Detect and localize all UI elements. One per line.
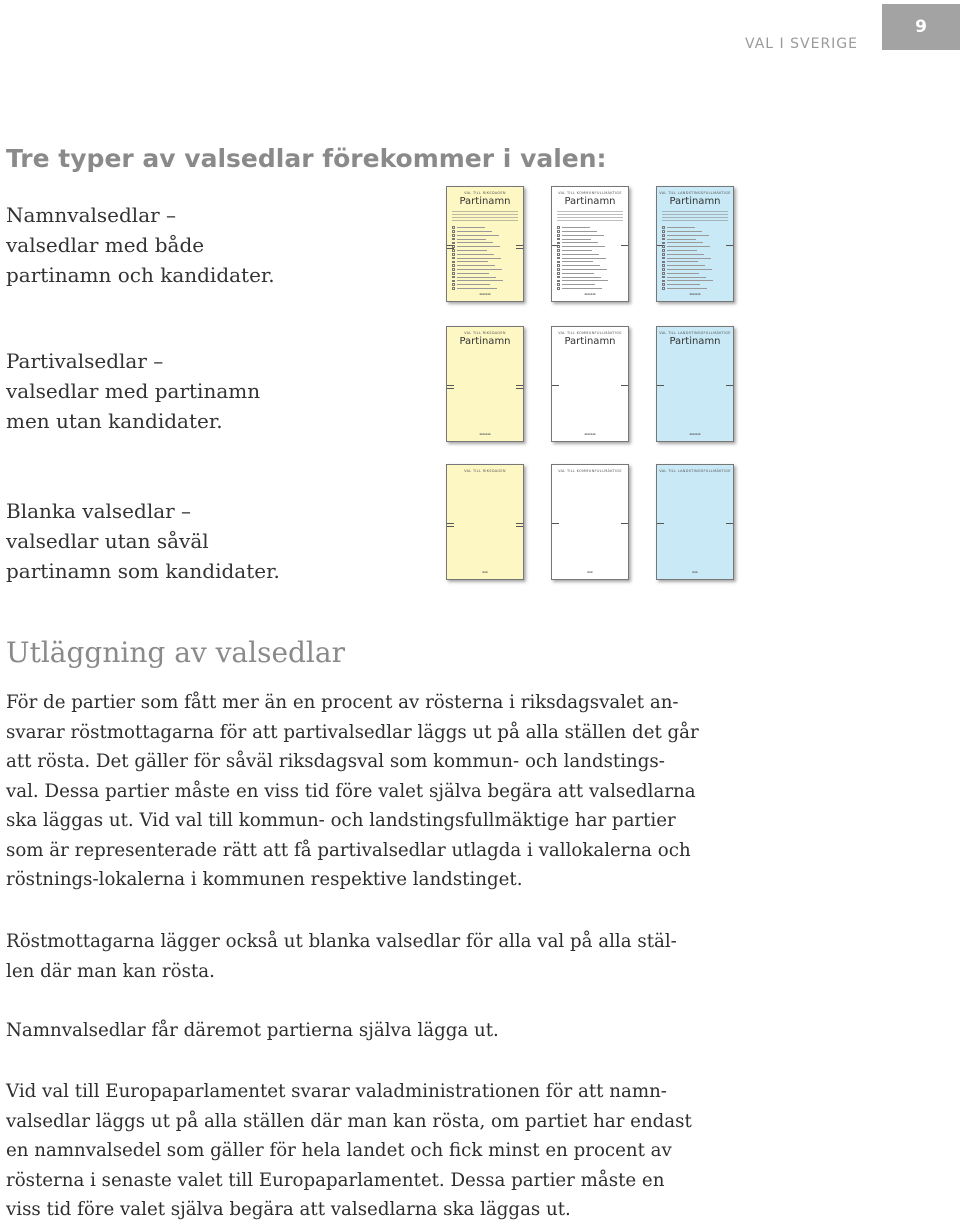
- candidate-line: [562, 227, 590, 228]
- party-ballot-landsting: [656, 326, 734, 442]
- candidate-checkbox: [662, 272, 665, 275]
- ballot-instructions: [557, 211, 623, 223]
- candidate-line: [667, 254, 704, 255]
- candidate-checkbox: [452, 264, 455, 267]
- candidate-checkbox: [662, 238, 665, 241]
- fold-marker: [726, 385, 734, 386]
- ballot-header: VAL TILL LANDSTINGSFULLMÄKTIGE: [659, 469, 731, 473]
- ballot-party-name: Partinamn: [564, 336, 616, 347]
- candidate-checkbox: [557, 268, 560, 271]
- candidate-line: [562, 254, 599, 255]
- ballot-footer: ▬▬: [692, 570, 698, 574]
- blank-ballot-riksdag: [446, 464, 524, 580]
- candidate-checkbox: [557, 287, 560, 290]
- candidate-checkbox: [557, 264, 560, 267]
- candidate-line: [667, 280, 713, 281]
- ballot-header: VAL TILL KOMMUNFULLMÄKTIGE: [558, 331, 622, 335]
- fold-marker: [621, 385, 629, 386]
- fold-marker: [656, 245, 664, 246]
- candidate-line: [562, 231, 597, 232]
- candidate-line: [457, 254, 494, 255]
- candidate-checkbox: [662, 230, 665, 233]
- ballot-header: VAL TILL KOMMUNFULLMÄKTIGE: [558, 191, 622, 195]
- paragraph-4: Vid val till Europaparlamentet svarar valadministrationen för att namn- valsedlar läggs ut på alla ställen där man kan rösta, om partiet har endast en namnvalsedel som gäller för hela landet och fick minst en procent av rösterna i senaste valet till Europaparlamentet. Dessa partier måste en viss tid före valet själva begära att valsedlarna ska läggas ut.: [6, 1081, 692, 1220]
- candidate-list: [452, 226, 518, 290]
- fold-marker: [446, 388, 454, 389]
- candidate-checkbox: [557, 283, 560, 286]
- ballot-header: VAL TILL RIKSDAGEN: [464, 331, 506, 335]
- ballot-footer: ▬▬: [587, 570, 593, 574]
- candidate-checkbox: [452, 268, 455, 271]
- candidate-line: [562, 246, 605, 247]
- candidate-line: [667, 284, 700, 285]
- fold-marker: [551, 245, 559, 246]
- fold-marker: [551, 385, 559, 386]
- ballot-header: VAL TILL RIKSDAGEN: [464, 469, 506, 473]
- ballot-party-name: Partinamn: [459, 196, 511, 207]
- paragraph-1: För de partier som fått mer än en procent av rösterna i riksdagsvalet an- svarar röstmottagarna för att partivalsedlar läggs ut på alla ställen det går att rösta. Det gäller för såväl riksdagsval som kommun- och landstings- val. Dessa partier måste en viss tid före valet själva begära att valsedlarna ska läggas ut. Vid val till kommun- och landstingsfullmäktige har partier som är representerade rätt att få partivalsedlar utlagda i vallokalerna och röstnings-lokalerna i kommunen respektive landstinget.: [6, 692, 699, 890]
- fold-marker: [621, 245, 629, 246]
- party-ballot-kommun: [551, 326, 629, 442]
- candidate-checkbox: [557, 249, 560, 252]
- candidate-line: [457, 231, 492, 232]
- candidate-checkbox: [452, 234, 455, 237]
- fold-marker: [516, 388, 524, 389]
- candidate-line: [667, 261, 698, 262]
- candidate-line: [457, 235, 499, 236]
- candidate-checkbox: [662, 261, 665, 264]
- fold-marker: [551, 523, 559, 524]
- candidate-line: [562, 284, 595, 285]
- candidate-line: [457, 258, 501, 259]
- candidate-line: [667, 242, 703, 243]
- ballot-party-name: Partinamn: [459, 336, 511, 347]
- candidate-checkbox: [662, 253, 665, 256]
- candidate-checkbox: [662, 257, 665, 260]
- candidate-line: [667, 258, 711, 259]
- ballot-header: VAL TILL LANDSTINGSFULLMÄKTIGE: [659, 331, 731, 335]
- fold-marker: [516, 245, 524, 246]
- blank-ballot-kommun: [551, 464, 629, 580]
- candidate-checkbox: [452, 280, 455, 283]
- ballot-footer: ▬▬▬▬: [479, 432, 491, 436]
- fold-marker: [516, 248, 524, 249]
- candidate-line: [457, 250, 487, 251]
- candidate-checkbox: [452, 230, 455, 233]
- section-heading: Utläggning av valsedlar: [6, 636, 345, 669]
- candidate-line: [457, 273, 489, 274]
- candidate-line: [457, 288, 497, 289]
- candidate-line: [562, 250, 592, 251]
- candidate-list: [662, 226, 728, 290]
- fold-marker: [656, 385, 664, 386]
- fold-marker: [446, 526, 454, 527]
- candidate-line: [667, 269, 712, 270]
- candidate-checkbox: [557, 261, 560, 264]
- ballot-footer: ▬▬▬▬: [479, 292, 491, 296]
- candidate-line: [667, 231, 702, 232]
- candidate-checkbox: [662, 283, 665, 286]
- candidate-checkbox: [662, 264, 665, 267]
- candidate-checkbox: [662, 287, 665, 290]
- candidate-line: [562, 242, 598, 243]
- candidate-line: [457, 261, 488, 262]
- candidate-checkbox: [557, 230, 560, 233]
- name-ballot-landsting: [656, 186, 734, 302]
- candidate-checkbox: [662, 226, 665, 229]
- candidate-list: [557, 226, 623, 290]
- running-head: VAL I SVERIGE: [745, 36, 858, 52]
- candidate-line: [457, 277, 496, 278]
- paragraph-3: Namnvalsedlar får däremot partierna själva lägga ut.: [6, 1020, 499, 1041]
- candidate-line: [562, 235, 604, 236]
- candidate-line: [562, 239, 591, 240]
- candidate-checkbox: [662, 249, 665, 252]
- candidate-checkbox: [452, 283, 455, 286]
- ballot-type-name: Namnvalsedlar – valsedlar med både partinamn och kandidater.: [6, 203, 275, 287]
- candidate-checkbox: [452, 242, 455, 245]
- candidate-line: [667, 250, 697, 251]
- candidate-line: [667, 235, 709, 236]
- ballot-footer: ▬▬: [482, 570, 488, 574]
- candidate-line: [562, 273, 594, 274]
- candidate-checkbox: [557, 257, 560, 260]
- candidate-checkbox: [452, 226, 455, 229]
- candidate-line: [457, 239, 486, 240]
- candidate-checkbox: [662, 268, 665, 271]
- candidate-checkbox: [452, 276, 455, 279]
- candidate-checkbox: [452, 287, 455, 290]
- ballot-header: VAL TILL KOMMUNFULLMÄKTIGE: [558, 469, 622, 473]
- candidate-line: [457, 227, 485, 228]
- candidate-line: [457, 269, 502, 270]
- candidate-line: [562, 269, 607, 270]
- candidate-line: [667, 265, 705, 266]
- ballot-footer: ▬▬▬▬: [584, 432, 596, 436]
- candidate-checkbox: [557, 253, 560, 256]
- candidate-checkbox: [557, 238, 560, 241]
- candidate-checkbox: [452, 272, 455, 275]
- ballot-instructions: [452, 211, 518, 223]
- ballot-party-name: Partinamn: [669, 196, 721, 207]
- candidate-line: [457, 246, 500, 247]
- ballot-footer: ▬▬▬▬: [689, 432, 701, 436]
- candidate-checkbox: [662, 276, 665, 279]
- candidate-line: [562, 280, 608, 281]
- candidate-checkbox: [557, 272, 560, 275]
- candidate-line: [562, 288, 602, 289]
- paragraph-2: Röstmottagarna lägger också ut blanka valsedlar för alla val på alla stäl- len där man kan rösta.: [6, 931, 677, 982]
- fold-marker: [446, 248, 454, 249]
- candidate-line: [457, 284, 490, 285]
- name-ballot-kommun: [551, 186, 629, 302]
- candidate-checkbox: [452, 249, 455, 252]
- candidate-checkbox: [557, 276, 560, 279]
- candidate-checkbox: [452, 261, 455, 264]
- candidate-row: [452, 287, 518, 291]
- candidate-row: [557, 287, 623, 291]
- fold-marker: [516, 523, 524, 524]
- fold-marker: [726, 245, 734, 246]
- candidate-checkbox: [557, 234, 560, 237]
- candidate-row: [662, 287, 728, 291]
- fold-marker: [656, 523, 664, 524]
- candidate-checkbox: [662, 242, 665, 245]
- candidate-checkbox: [452, 257, 455, 260]
- candidate-line: [667, 273, 699, 274]
- fold-marker: [446, 523, 454, 524]
- candidate-line: [667, 227, 695, 228]
- ballot-party-name: Partinamn: [564, 196, 616, 207]
- ballot-footer: ▬▬▬▬: [584, 292, 596, 296]
- fold-marker: [446, 385, 454, 386]
- candidate-checkbox: [557, 280, 560, 283]
- candidate-checkbox: [452, 238, 455, 241]
- candidate-checkbox: [452, 253, 455, 256]
- ballot-footer: ▬▬▬▬: [689, 292, 701, 296]
- candidate-line: [562, 265, 600, 266]
- candidate-line: [667, 246, 710, 247]
- candidate-line: [667, 277, 706, 278]
- page-number: 9: [882, 4, 960, 50]
- candidate-line: [457, 242, 493, 243]
- candidate-line: [562, 261, 593, 262]
- candidate-line: [562, 258, 606, 259]
- ballot-instructions: [662, 211, 728, 223]
- fold-marker: [516, 385, 524, 386]
- candidate-line: [457, 265, 495, 266]
- candidate-line: [562, 277, 601, 278]
- fold-marker: [446, 245, 454, 246]
- fold-marker: [726, 523, 734, 524]
- ballot-header: VAL TILL RIKSDAGEN: [464, 191, 506, 195]
- candidate-line: [667, 239, 696, 240]
- fold-marker: [516, 526, 524, 527]
- page-title: Tre typer av valsedlar förekommer i valen:: [6, 144, 607, 173]
- candidate-checkbox: [662, 280, 665, 283]
- party-ballot-riksdag: [446, 326, 524, 442]
- ballot-header: VAL TILL LANDSTINGSFULLMÄKTIGE: [659, 191, 731, 195]
- candidate-line: [457, 280, 503, 281]
- ballot-type-blank: Blanka valsedlar – valsedlar utan såväl partinamn som kandidater.: [6, 499, 280, 583]
- candidate-line: [667, 288, 707, 289]
- fold-marker: [621, 523, 629, 524]
- ballot-party-name: Partinamn: [669, 336, 721, 347]
- candidate-checkbox: [662, 234, 665, 237]
- blank-ballot-landsting: [656, 464, 734, 580]
- ballot-type-party: Partivalsedlar – valsedlar med partinamn men utan kandidater.: [6, 349, 261, 433]
- candidate-checkbox: [557, 226, 560, 229]
- name-ballot-riksdag: [446, 186, 524, 302]
- candidate-checkbox: [557, 242, 560, 245]
